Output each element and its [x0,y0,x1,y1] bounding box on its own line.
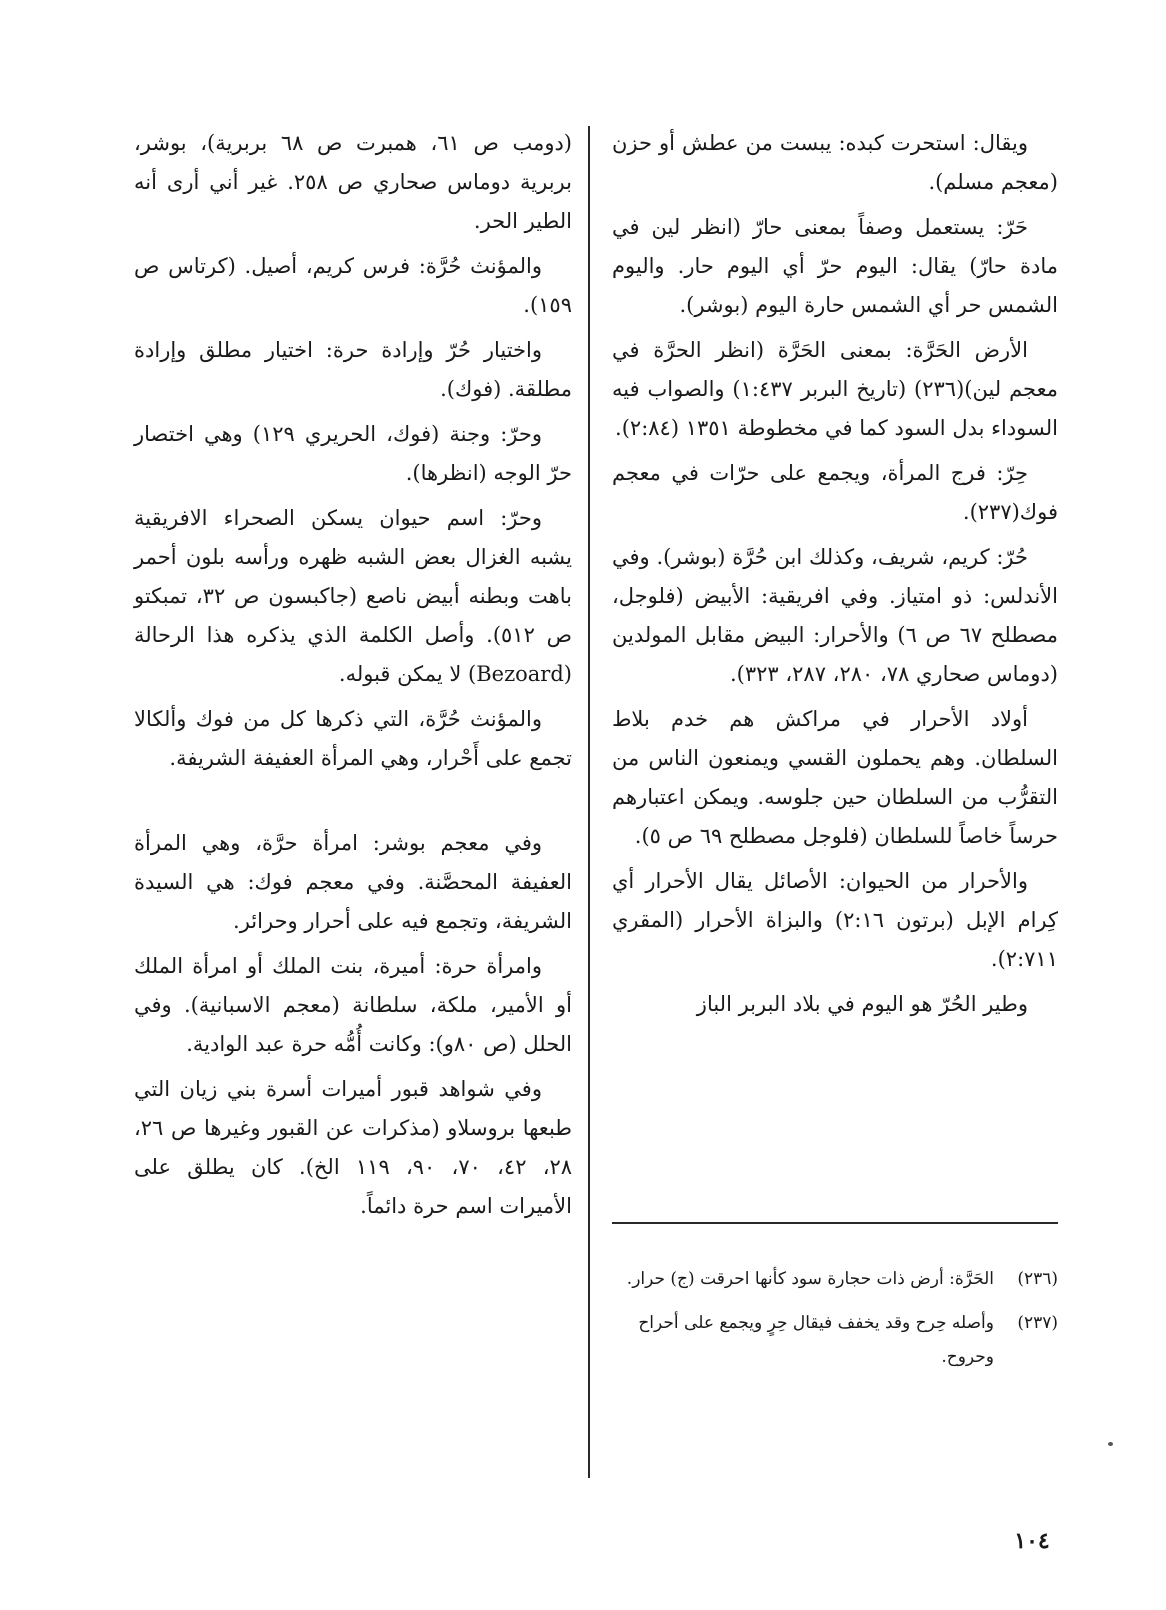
paragraph: أولاد الأحرار في مراكش هم خدم بلاط السلطان. وهم يحملون القسي ويمنعون الناس من التقرُّب من السلطان حين جلوسه. ويمكن اعتبارهم حرساً خاصاً للسلطان (فلوجل مصطلح ٦٩ ص ٥). [612,707,1058,848]
paragraph: (دومب ص ٦١، همبرت ص ٦٨ بربرية)، بوشر، بربرية دوماس صحاري ص ٢٥٨. غير أني أرى أنه الطير الحر. [134,131,572,233]
paragraph: وطير الحُرّ هو اليوم في بلاد البربر الباز [696,992,1028,1016]
column-divider [588,126,590,1478]
footnote-rule [612,1222,1058,1224]
paragraph: وحرّ: اسم حيوان يسكن الصحراء الافريقية يشبه الغزال بعض الشبه ظهره ورأسه بلون أحمر باهت وبطنه أبيض ناصع (جاكبسون ص ٣٢، تمبكتو ص ٥١٢). وأصل الكلمة الذي يذكره هذا الرحالة (Bezoard) لا يمكن قبوله. [134,506,572,686]
scan-speck [1108,1442,1113,1446]
footnote [612,1306,1058,1374]
paragraph: واختيار حُرّ وإرادة حرة: اختيار مطلق وإرادة مطلقة. (فوك). [134,338,572,401]
footnote [612,1262,1058,1296]
paragraph: والمؤنث حُرَّة: فرس كريم، أصيل. (كرتاس ص ١٥٩). [134,254,572,317]
footnote-number: (٢٣٦) [1017,1269,1058,1289]
paragraph-gap [134,784,572,824]
paragraph: وفي شواهد قبور أميرات أسرة بني زيان التي طبعها بروسلاو (مذكرات عن القبور وغيرها ص ٢٦، ٢٨، ٤٢، ٧٠، ٩٠، ١١٩ الخ). كان يطلق على الأميرات اسم حرة دائماً. [134,1077,573,1218]
paragraph: والأحرار من الحيوان: الأصائل يقال الأحرار أي كِرام الإبل (برتون ٢:١٦) والبزاة الأحرار (المقري ٢:٧١١). [612,869,1059,971]
right-column [612,124,1058,1030]
footnotes [612,1262,1058,1384]
paragraph: حِرّ: فرج المرأة، ويجمع على حرّات في معجم فوك(٢٣٧). [612,461,1058,524]
paragraph: وامرأة حرة: أميرة، بنت الملك أو امرأة الملك أو الأمير، ملكة، سلطانة (معجم الاسبانية). وفي الحلل (ص ٨٠و): وكانت أُمُّه حرة عبد الوادية. [134,954,572,1056]
paragraph: ويقال: استحرت كبده: يبست من عطش أو حزن (معجم مسلم). [612,131,1058,194]
paragraph: حَرّ: يستعمل وصفاً بمعنى حارّ (انظر لين في مادة حارّ) يقال: اليوم حرّ أي اليوم حار. واليوم الشمس حر أي الشمس حارة اليوم (بوشر). [612,215,1058,317]
paragraph: وفي معجم بوشر: امرأة حرَّة، وهي المرأة العفيفة المحصَّنة. وفي معجم فوك: هي السيدة الشريفة، وتجمع فيه على أحرار وحرائر. [134,831,572,933]
footnote-text: الحَرَّة: أرض ذات حجارة سود كأنها احرقت (ج) حرار. [626,1269,994,1289]
paragraph: حُرّ: كريم، شريف، وكذلك ابن حُرَّة (بوشر). وفي الأندلس: ذو امتياز. وفي افريقية: الأبيض (فلوجل، مصطلح ٦٧ ص ٦) والأحرار: البيض مقابل المولدين (دوماس صحاري ٧٨، ٢٨٠، ٢٨٧، ٣٢٣). [612,545,1059,686]
left-column [134,124,572,1232]
page-number: ١٠٤ [1014,1528,1050,1554]
paragraph: الأرض الحَرَّة: بمعنى الحَرَّة (انظر الحرَّة في معجم لين)(٢٣٦) (تاريخ البربر ١:٤٣٧) والصواب فيه السوداء بدل السود كما في مخطوطة ١٣٥١ (٢:٨٤). [612,338,1058,440]
footnote-number: (٢٣٧) [1017,1313,1058,1333]
footnote-text: وأصله حِرح وقد يخفف فيقال حِرٍ ويجمع على أحراح وحروح. [638,1313,994,1367]
paragraph: وحرّ: وجنة (فوك، الحريري ١٢٩) وهي اختصار حرّ الوجه (انظرها). [134,422,572,485]
paragraph: والمؤنث حُرَّة، التي ذكرها كل من فوك وألكالا تجمع على أَحْرار، وهي المرأة العفيفة الشريفة. [134,707,572,770]
